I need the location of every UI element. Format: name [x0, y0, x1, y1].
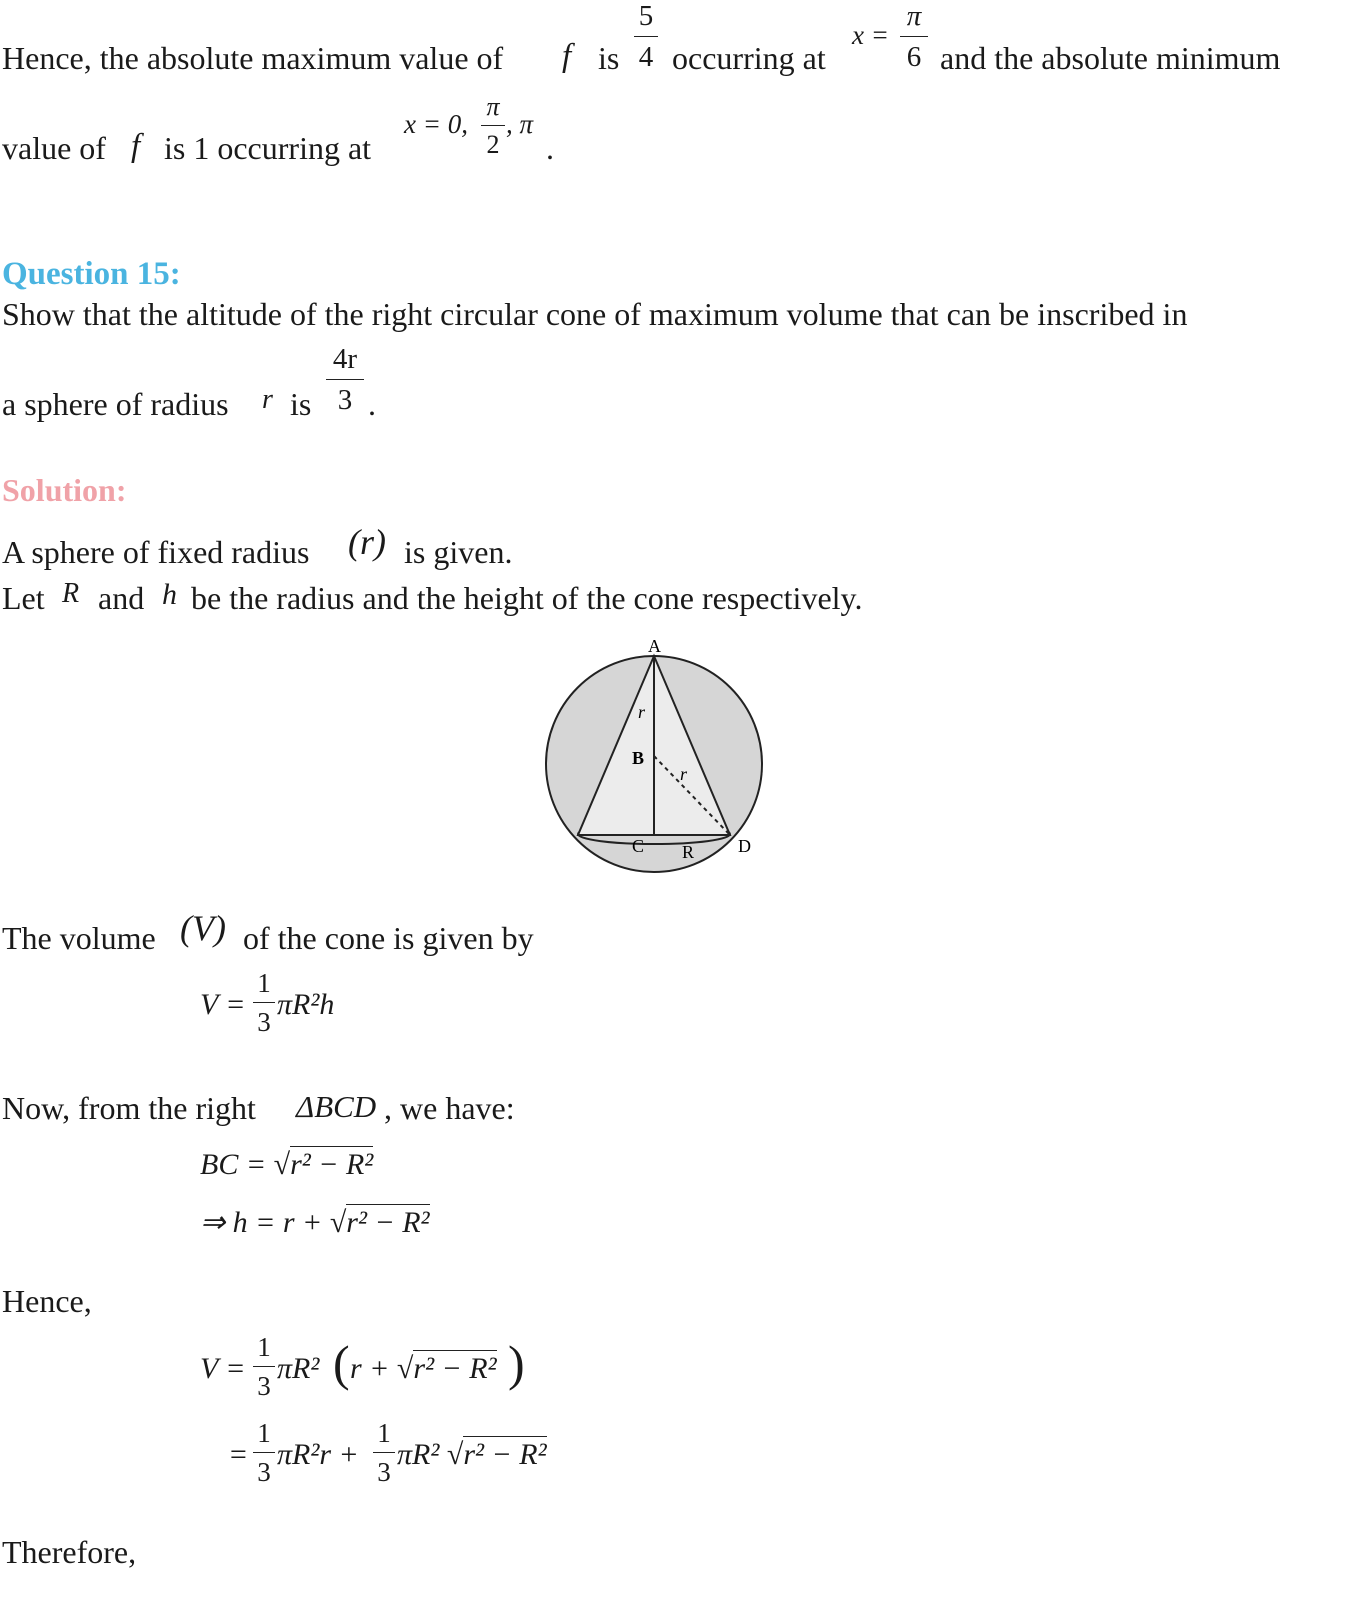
- eq1-lhs: V =: [200, 988, 246, 1021]
- fraction-bar: [253, 1002, 275, 1003]
- var-r: r: [262, 384, 273, 415]
- label-R: R: [682, 842, 695, 862]
- question-text-2: a sphere of radius: [2, 386, 229, 422]
- radicand: r² − R²: [346, 1206, 430, 1239]
- v2-in: r +: [350, 1352, 390, 1385]
- now-text-b: , we have:: [384, 1090, 515, 1126]
- eq1-rhs: πR²h: [277, 988, 335, 1021]
- volume-text-b: of the cone is given by: [243, 920, 534, 956]
- period: .: [368, 386, 376, 422]
- fraction-1-3: [253, 1334, 275, 1400]
- denominator: 3: [377, 1457, 391, 1487]
- now-text: Now, from the right: [2, 1090, 256, 1126]
- denominator: 4: [638, 41, 654, 73]
- numerator: π: [486, 92, 500, 121]
- fraction-pi-2: [481, 94, 505, 158]
- v2-rhs: [277, 1354, 319, 1384]
- solution-heading: Solution:: [2, 472, 127, 508]
- var-R: R: [62, 578, 80, 609]
- numerator: 5: [638, 0, 654, 32]
- paren-V: (V): [180, 908, 226, 948]
- therefore-text: Therefore,: [2, 1534, 137, 1570]
- v2-lhs: V =: [200, 1352, 246, 1385]
- pi-tail: , π: [506, 109, 534, 139]
- solution-line-1b: is given.: [404, 534, 513, 570]
- text-value-of: value of: [2, 130, 106, 166]
- var-f: f: [562, 38, 572, 74]
- question-heading: Question 15:: [2, 256, 181, 292]
- fraction-1-3: [253, 970, 275, 1036]
- label-r-slant: r: [680, 764, 688, 784]
- fraction-bar: [326, 379, 364, 380]
- fraction-4r-3: [326, 345, 364, 415]
- v3-lhs: =: [228, 1438, 249, 1471]
- volume-text: The volume: [2, 920, 156, 956]
- text-min: and the absolute minimum: [940, 40, 1281, 76]
- label-A: A: [648, 636, 661, 656]
- h-eq: [200, 1208, 430, 1238]
- numerator: 1: [257, 968, 271, 998]
- triangle-BCD: ΔBCD: [296, 1089, 377, 1124]
- radicand: r² − R²: [413, 1352, 497, 1385]
- numerator: 1: [377, 1418, 391, 1448]
- fraction-1-3: [373, 1420, 395, 1486]
- text: Hence, the absolute maximum value of: [2, 40, 504, 76]
- sqrt-sign: √: [396, 1352, 414, 1385]
- text-occurring: occurring at: [672, 40, 826, 76]
- radicand: r² − R²: [290, 1148, 374, 1181]
- fraction-bar: [253, 1452, 275, 1453]
- word-is: is: [598, 40, 620, 76]
- solution-line-2: be the radius and the height of the cone respectively.: [191, 580, 863, 616]
- v3-b: [397, 1440, 547, 1470]
- paren-r: (r): [348, 522, 386, 562]
- denominator: 3: [257, 1371, 271, 1401]
- text-occurring-at: is 1 occurring at: [164, 130, 372, 166]
- bc-lhs: BC =: [200, 1148, 267, 1181]
- numerator: [326, 345, 364, 374]
- h-lhs: ⇒ h = r +: [200, 1206, 323, 1239]
- hence-text: Hence,: [2, 1283, 92, 1319]
- fraction-bar: [900, 36, 928, 37]
- sphere-cone-figure: [530, 630, 780, 880]
- x-equals-zero: x = 0,: [404, 109, 468, 139]
- bc-eq: [200, 1150, 373, 1180]
- fraction-5-4: [634, 2, 658, 72]
- paren-right: ): [508, 1335, 525, 1391]
- fraction-bar: [481, 125, 505, 126]
- v3-b-text: πR²: [397, 1438, 440, 1471]
- v2-inner: [350, 1354, 497, 1384]
- label-B: B: [632, 748, 645, 768]
- denominator: 3: [337, 384, 353, 416]
- question-text: Show that the altitude of the right circular cone of maximum volume that can be inscribed in: [2, 296, 1188, 332]
- fraction-1-3: [253, 1420, 275, 1486]
- numerator: 1: [257, 1418, 271, 1448]
- num-text: 4r: [332, 343, 358, 375]
- fraction-bar: [373, 1452, 395, 1453]
- sqrt-sign: √: [329, 1206, 347, 1239]
- fraction-bar: [253, 1366, 275, 1367]
- var-h: h: [162, 578, 177, 611]
- x-equals: x =: [852, 20, 889, 50]
- denominator: 3: [257, 1457, 271, 1487]
- sqrt-sign: √: [446, 1438, 464, 1471]
- sqrt-sign: √: [273, 1148, 291, 1181]
- solution-line-1: A sphere of fixed radius: [2, 534, 310, 570]
- paren-left: (: [333, 1335, 350, 1391]
- radicand: r² − R²: [463, 1438, 547, 1471]
- period: .: [546, 130, 554, 166]
- word-let: Let: [2, 580, 45, 616]
- text-line-max: [2, 42, 503, 74]
- var-f: f: [131, 128, 141, 164]
- label-r-vertical: r: [638, 702, 646, 722]
- denominator: 2: [486, 130, 500, 159]
- numerator: π: [906, 0, 922, 32]
- fraction-bar: [634, 36, 658, 37]
- v2-mid: πR²: [277, 1352, 320, 1385]
- denominator: 6: [906, 41, 922, 73]
- v3-a: πR²r +: [277, 1438, 359, 1471]
- word-is: is: [290, 386, 312, 422]
- denominator: 3: [257, 1007, 271, 1037]
- word-and: and: [98, 580, 145, 616]
- numerator: 1: [257, 1332, 271, 1362]
- label-C: C: [632, 836, 645, 856]
- fraction-pi-6: [900, 2, 928, 72]
- label-D: D: [738, 836, 751, 856]
